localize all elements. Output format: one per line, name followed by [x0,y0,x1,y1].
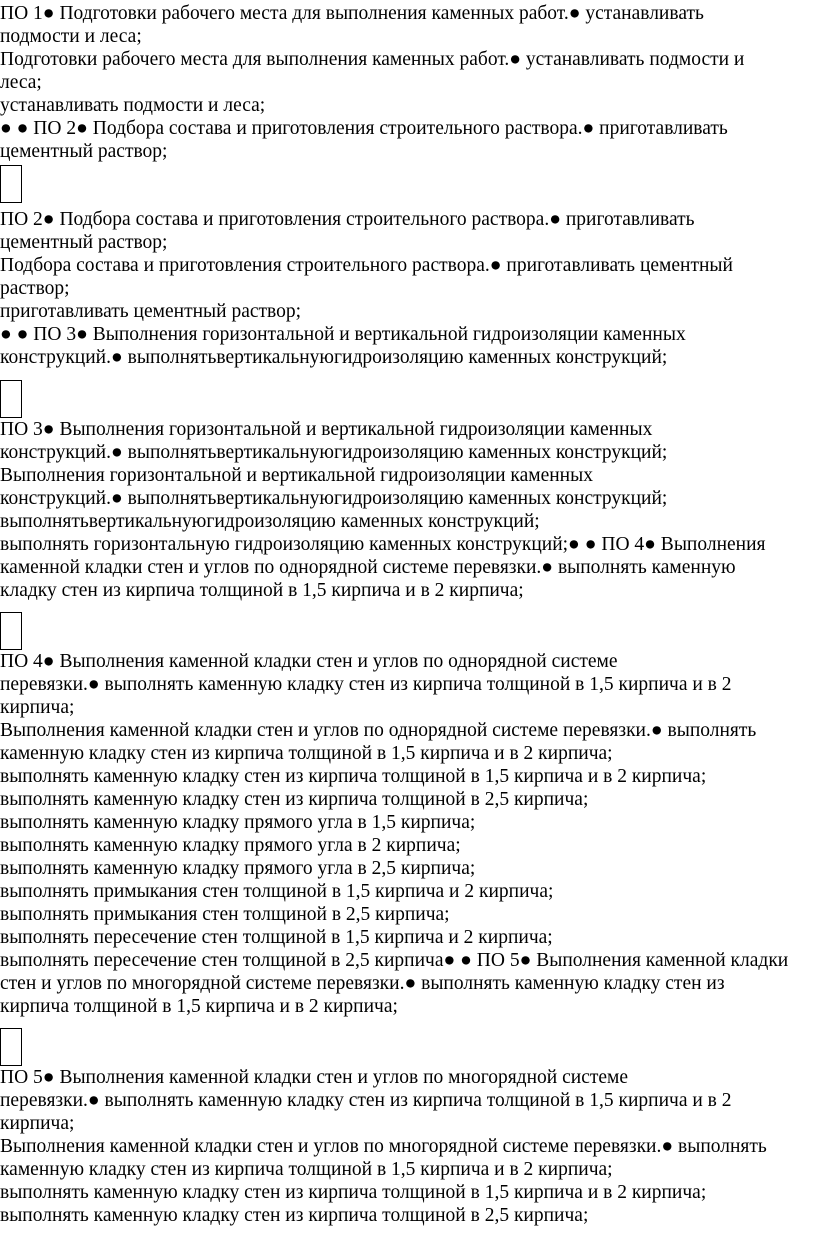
text-line: ПО 2● Подбора состава и приготовления строительного раствора.● приготавливать [0,209,695,230]
text-line: кирпича; [0,1113,75,1134]
text-line: выполнять каменную кладку стен из кирпича толщиной в 2,5 кирпича; [0,789,589,810]
text-line: ПО 1● Подготовки рабочего места для выполнения каменных работ.● устанавливать [0,3,704,24]
text-line: выполнять примыкания стен толщиной в 2,5 кирпича; [0,904,450,925]
text-line: перевязки.● выполнять каменную кладку стен из кирпича толщиной в 1,5 кирпича и в 2 [0,674,732,695]
text-line: Выполнения каменной кладки стен и углов по однорядной системе перевязки.● выполнять [0,720,757,741]
text-line: ПО 5● Выполнения каменной кладки стен и углов по многорядной системе [0,1067,629,1088]
text-line: кирпича; [0,697,75,718]
text-line: Выполнения каменной кладки стен и углов по многорядной системе перевязки.● выполнять [0,1136,767,1157]
text-line: цементный раствор; [0,232,168,253]
text-line: выполнять каменную кладку прямого угла в 1,5 кирпича; [0,812,476,833]
text-line: приготавливать цементный раствор; [0,301,302,322]
text-line: подмости и леса; [0,26,142,47]
text-line: кладку стен из кирпича толщиной в 1,5 кирпича и в 2 кирпича; [0,580,524,601]
text-line: выполнять каменную кладку стен из кирпича толщиной в 2,5 кирпича; [0,1205,589,1226]
text-line: ● ● ПО 2● Подбора состава и приготовления строительного раствора.● приготавливать [0,118,728,139]
text-line: ● ● ПО 3● Выполнения горизонтальной и вертикальной гидроизоляции каменных [0,324,686,345]
text-line: выполнять пересечение стен толщиной в 1,5 кирпича и 2 кирпича; [0,927,553,948]
text-line: выполнять каменную кладку прямого угла в 2,5 кирпича; [0,858,476,879]
text-line: раствор; [0,278,70,299]
text-line: перевязки.● выполнять каменную кладку стен из кирпича толщиной в 1,5 кирпича и в 2 [0,1090,732,1111]
empty-frame-box [0,380,22,418]
text-line: Выполнения горизонтальной и вертикальной гидроизоляции каменных [0,465,593,486]
text-line: ПО 4● Выполнения каменной кладки стен и углов по однорядной системе [0,651,618,672]
text-line: каменную кладку стен из кирпича толщиной в 1,5 кирпича и в 2 кирпича; [0,743,613,764]
empty-frame-box [0,165,22,203]
text-line: конструкций.● выполнятьвертикальнуюгидроизоляцию каменных конструкций; [0,488,668,509]
text-line: выполнять каменную кладку прямого угла в 2 кирпича; [0,835,461,856]
text-line: устанавливать подмости и леса; [0,95,266,116]
text-line: Подготовки рабочего места для выполнения каменных работ.● устанавливать подмости и [0,49,745,70]
text-line: выполнятьвертикальнуюгидроизоляцию каменных конструкций; [0,511,540,532]
text-line: выполнять каменную кладку стен из кирпича толщиной в 1,5 кирпича и в 2 кирпича; [0,766,707,787]
text-line: ПО 3● Выполнения горизонтальной и вертикальной гидроизоляции каменных [0,419,653,440]
text-line: конструкций.● выполнятьвертикальнуюгидроизоляцию каменных конструкций; [0,442,668,463]
empty-frame-box [0,1028,22,1066]
text-line: выполнять каменную кладку стен из кирпича толщиной в 1,5 кирпича и в 2 кирпича; [0,1182,707,1203]
text-line: конструкций.● выполнятьвертикальнуюгидроизоляцию каменных конструкций; [0,347,668,368]
text-line: кирпича толщиной в 1,5 кирпича и в 2 кирпича; [0,996,398,1017]
text-line: каменной кладки стен и углов по однорядной системе перевязки.● выполнять каменную [0,557,736,578]
text-line: Подбора состава и приготовления строительного раствора.● приготавливать цементный [0,255,733,276]
text-line: цементный раствор; [0,141,168,162]
empty-frame-box [0,612,22,650]
text-line: леса; [0,72,42,93]
text-line: выполнять пересечение стен толщиной в 2,5 кирпича● ● ПО 5● Выполнения каменной кладки [0,950,789,971]
text-line: стен и углов по многорядной системе перевязки.● выполнять каменную кладку стен из [0,973,725,994]
text-line: выполнять горизонтальную гидроизоляцию каменных конструкций;● ● ПО 4● Выполнения [0,534,766,555]
text-line: каменную кладку стен из кирпича толщиной в 1,5 кирпича и в 2 кирпича; [0,1159,613,1180]
text-line: выполнять примыкания стен толщиной в 1,5 кирпича и 2 кирпича; [0,881,554,902]
